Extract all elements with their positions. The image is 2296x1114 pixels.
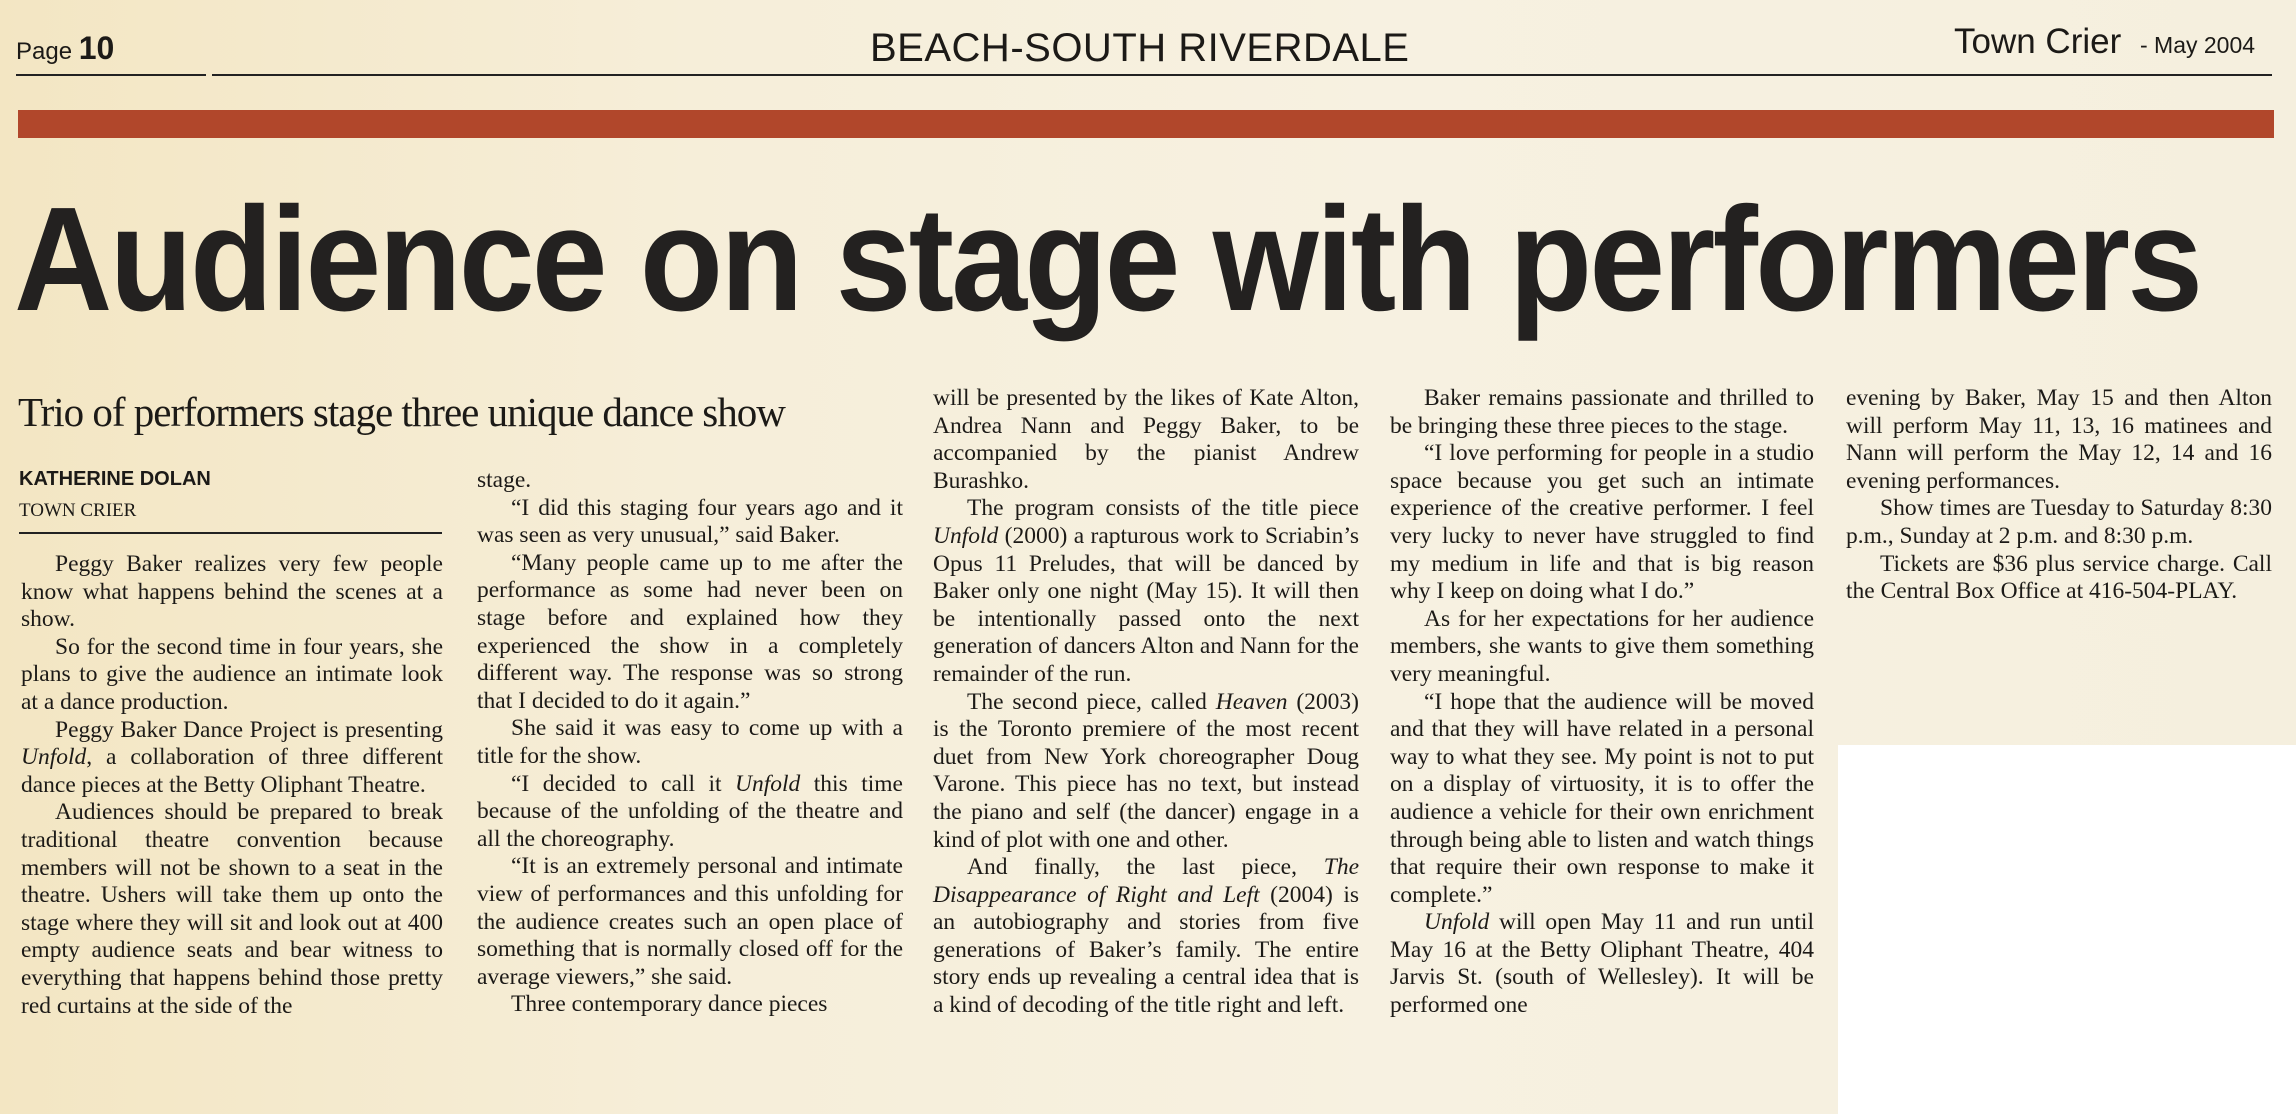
article-paragraph: “I did this staging four years ago and it was seen as very unusual,” said Baker. (477, 494, 903, 549)
article-paragraph: The second piece, called Heaven (2003) is the Toronto premiere of the most recent duet from New York choreographer Doug Varone. This piece has no text, but instead the piano and self (the dancer) engage in a kind of plot with one and other. (933, 688, 1359, 853)
page-number: 10 (78, 30, 115, 66)
article-paragraph: “It is an extremely personal and intimate view of performances and this unfolding for the audience creates such an open place of something that is normally closed off for the average viewers,” she said. (477, 853, 903, 990)
article-paragraph: “Many people came up to me after the performance as some had never been on stage before and explained how they experienced the show in a completely different way. The response was so strong that I decided to do it again.” (477, 549, 903, 714)
byline-rule (19, 532, 442, 534)
article-paragraph: “I love performing for people in a studio space because you get such an intimate experience of the creative performer. I feel very lucky to never have struggled to find my medium in life and that is big reason why I keep on doing what I do.” (1390, 440, 1814, 605)
article-paragraph: As for her expectations for her audience members, she wants to give them something very meaningful. (1390, 605, 1814, 687)
article-paragraph: Peggy Baker Dance Project is presenting Unfold, a collaboration of three different dance pieces at the Betty Oliphant Theatre. (21, 716, 443, 798)
accent-bar (18, 110, 2274, 138)
article-paragraph: Audiences should be prepared to break traditional theatre convention because members will not be shown to a seat in the theatre. Ushers will take them up onto the stage where they will sit and look out at 400 empty audience seats and bear witness to everything that happens behind those pretty red curtains at the side of the (21, 799, 443, 1019)
article-column-4 (1390, 385, 1814, 1020)
article-paragraph: “I decided to call it Unfold this time because of the unfolding of the theatre and all the choreography. (477, 770, 903, 852)
article-column-3 (933, 385, 1359, 1020)
publication-name: Town Crier (1954, 22, 2122, 61)
article-paragraph: stage. (477, 467, 532, 493)
article-paragraph: The program consists of the title piece Unfold (2000) a rapturous work to Scriabin’s Opus 11 Preludes, that will be danced by Baker only one night (May 15). It will then be intentionally passed onto the next generation of dancers Alton and Nann for the remainder of the run. (933, 495, 1359, 687)
headline: Audience on stage with performers (14, 177, 2201, 342)
article-paragraph: So for the second time in four years, she plans to give the audience an intimate look at a dance production. (21, 633, 443, 715)
article-paragraph: She said it was easy to come up with a title for the show. (477, 715, 903, 769)
article-paragraph: evening by Baker, May 15 and then Alton will perform May 11, 13, 16 matinees and Nann will perform the May 12, 14 and 16 evening performances. (1846, 385, 2272, 494)
article-paragraph: Baker remains passionate and thrilled to be bringing these three pieces to the stage. (1390, 385, 1814, 439)
byline: KATHERINE DOLAN (19, 468, 211, 490)
blank-corner-area (1838, 745, 2296, 1114)
article-paragraph: Three contemporary dance pieces (511, 991, 828, 1018)
section-title: BEACH-SOUTH RIVERDALE (870, 26, 1410, 70)
publication-date: - May 2004 (2140, 32, 2256, 58)
page-number-label: Page 10 (16, 30, 115, 66)
deck-subheadline: Trio of performers stage three unique dance show (18, 389, 785, 435)
article-paragraph: Peggy Baker realizes very few people know what happens behind the scenes at a show. (21, 551, 443, 633)
folio-rule-left (16, 74, 206, 76)
article-column-2 (477, 467, 903, 1019)
article-column-5 (1846, 385, 2272, 606)
article-paragraph: And finally, the last piece, The Disappearance of Right and Left (2004) is an autobiography and stories from five generations of Baker’s family. The entire story ends up revealing a central idea that is a kind of decoding of the title right and left. (933, 854, 1359, 1019)
folio-rule-right (212, 74, 2272, 76)
article-paragraph: Tickets are $36 plus service charge. Call the Central Box Office at 416-504-PLAY. (1846, 550, 2272, 605)
article-paragraph: “I hope that the audience will be moved and that they will have related in a personal way to what they see. My point is not to put on a display of virtuosity, it is to offer the audience a vehicle for their own enrichment through being able to listen and watch things that require their own response to make it complete.” (1390, 688, 1814, 908)
byline-organization: TOWN CRIER (19, 500, 137, 521)
article-column-1 (21, 551, 443, 1020)
article-paragraph: will be presented by the likes of Kate Alton, Andrea Nann and Peggy Baker, to be accompanied by the pianist Andrew Burashko. (933, 385, 1359, 494)
article-paragraph: Unfold will open May 11 and run until May 16 at the Betty Oliphant Theatre, 404 Jarvis St. (south of Wellesley). It will be performed one (1390, 909, 1814, 1019)
article-paragraph: Show times are Tuesday to Saturday 8:30 p.m., Sunday at 2 p.m. and 8:30 p.m. (1846, 495, 2272, 549)
